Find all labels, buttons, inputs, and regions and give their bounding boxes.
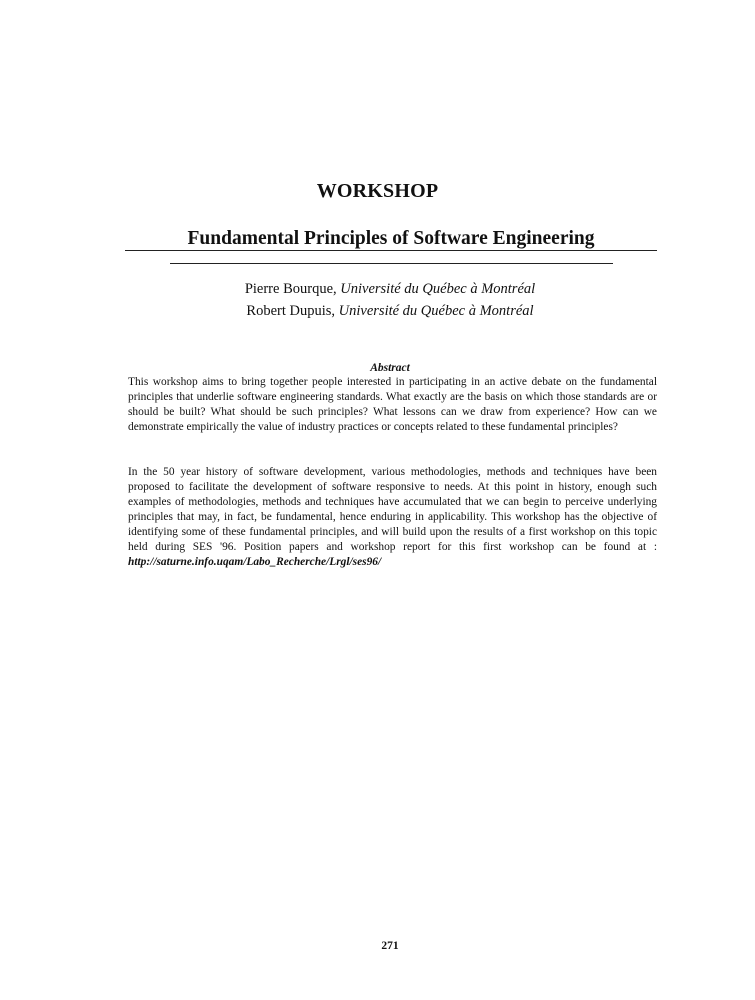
author-list xyxy=(0,278,755,322)
author-name: Pierre Bourque, xyxy=(244,281,337,297)
author-affiliation: Université du Québec à Montréal xyxy=(340,281,536,297)
author-affiliation: Université du Québec à Montréal xyxy=(338,303,534,319)
title-rule-bottom xyxy=(170,263,613,264)
abstract-heading: Abstract xyxy=(370,362,410,374)
abstract-paragraph: This workshop aims to bring together people interested in participating in an active debate on the fundamental principles that underlie software engineering standards. What exactly are the basis on which those standards are or should be built? What should be such principles? What lessons can we draw from experience? How can we demonstrate empirically the value of industry practices or concepts related to these fundamental principles? xyxy=(128,376,657,433)
page-number: 271 xyxy=(381,940,399,952)
section-label: WORKSHOP xyxy=(316,180,439,202)
author-entry xyxy=(0,278,755,300)
author-entry xyxy=(0,300,755,322)
paper-title: Fundamental Principles of Software Engineering xyxy=(187,228,595,249)
workshop-url-link[interactable]: http://saturne.info.uqam/Labo_Recherche/Lrgl/ses96/ xyxy=(128,556,382,568)
title-rule-top xyxy=(125,250,657,251)
body-paragraph-text: In the 50 year history of software development, various methodologies, methods and techniques have been proposed to facilitate the development of software responsive to needs. At this point in history, enough such examples of methodologies, methods and techniques have accumulated that we can begin to perceive underlying principles that may, in fact, be fundamental, hence enduring in applicability. This workshop has the objective of identifying some of these fundamental principles, and will build upon the results of a first workshop on this topic held during SES '96. Position papers and workshop report for this first workshop can be found at : xyxy=(128,466,657,553)
author-name: Robert Dupuis, xyxy=(246,303,336,319)
body-paragraph xyxy=(128,465,657,570)
